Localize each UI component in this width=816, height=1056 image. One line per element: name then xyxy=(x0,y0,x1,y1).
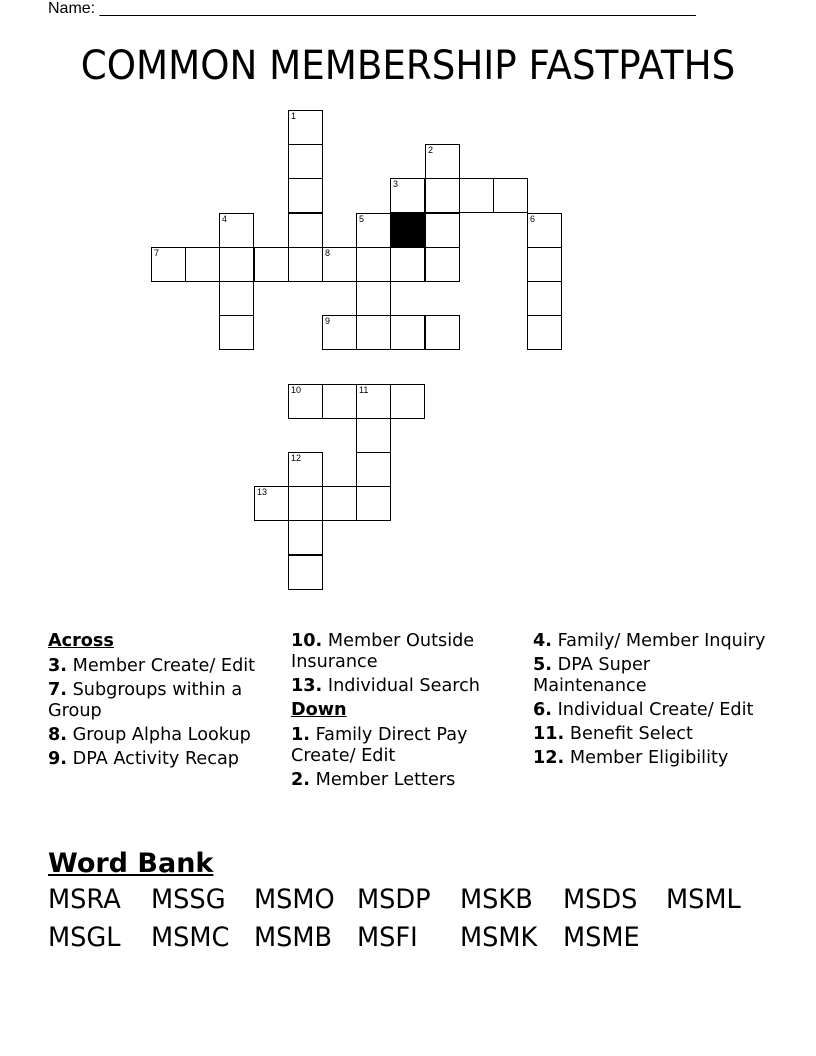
crossword-cell[interactable] xyxy=(425,144,460,179)
word-bank-row-2 xyxy=(48,922,666,954)
crossword-cell[interactable] xyxy=(356,486,391,521)
clue-number: 10 xyxy=(291,385,302,395)
down-clue-1: 1. Family Direct Pay Create/ Edit xyxy=(291,724,468,766)
across-clue-13: 13. Individual Search xyxy=(291,675,481,696)
crossword-cell[interactable] xyxy=(219,247,254,282)
down-clue-2: 2. Member Letters xyxy=(291,769,456,790)
clue-number: 11 xyxy=(359,385,369,395)
crossword-cell[interactable] xyxy=(254,247,289,282)
crossword-cell[interactable] xyxy=(425,315,460,350)
clue-number: 12 xyxy=(291,453,302,463)
word-bank-word: MSME xyxy=(563,922,640,953)
crossword-cell[interactable] xyxy=(356,247,391,282)
word-bank-word: MSDP xyxy=(357,884,431,915)
word-bank-word: MSRA xyxy=(48,884,121,915)
crossword-cell[interactable] xyxy=(288,144,323,179)
clue-number: 9 xyxy=(325,316,331,326)
crossword-cell[interactable] xyxy=(425,247,460,282)
crossword-cell[interactable] xyxy=(356,315,391,350)
across-clue-3: 3. Member Create/ Edit xyxy=(48,655,256,676)
word-bank-word: MSMB xyxy=(254,922,333,953)
crossword-cell[interactable] xyxy=(288,247,323,282)
clue-number: 8 xyxy=(325,248,331,258)
crossword-cell[interactable] xyxy=(390,178,425,213)
crossword-cell[interactable] xyxy=(356,452,391,487)
crossword-cell[interactable] xyxy=(288,384,323,419)
clue-number: 3 xyxy=(393,179,399,189)
crossword-cell[interactable] xyxy=(527,315,562,350)
word-bank-title: Word Bank xyxy=(48,848,214,879)
word-bank-word: MSMO xyxy=(254,884,335,915)
crossword-cell[interactable] xyxy=(288,520,323,555)
crossword-cell[interactable] xyxy=(288,178,323,213)
crossword-cell[interactable] xyxy=(356,213,391,248)
word-bank-word: MSMC xyxy=(151,922,230,953)
word-bank-word: MSMK xyxy=(460,922,538,953)
crossword-cell[interactable] xyxy=(356,281,391,316)
page-title: COMMON MEMBERSHIP FASTPATHS xyxy=(80,43,736,89)
crossword-cell[interactable] xyxy=(356,384,391,419)
crossword-cell[interactable] xyxy=(288,452,323,487)
crossword-cell[interactable] xyxy=(390,247,425,282)
clue-number: 5 xyxy=(359,214,365,224)
clue-number: 13 xyxy=(257,487,268,497)
crossword-cell[interactable] xyxy=(288,213,323,248)
clues-column-1 xyxy=(48,630,273,772)
clue-number: 6 xyxy=(530,214,536,224)
clues-column-2 xyxy=(291,630,516,793)
crossword-cell[interactable] xyxy=(219,315,254,350)
crossword-cell[interactable] xyxy=(322,315,357,350)
down-clue-4: 4. Family/ Member Inquiry xyxy=(533,630,766,651)
across-clue-9: 9. DPA Activity Recap xyxy=(48,748,239,769)
crossword-cell[interactable] xyxy=(288,110,323,145)
across-clue-7: 7. Subgroups within a Group xyxy=(48,679,243,721)
clues-column-3 xyxy=(533,630,768,771)
clue-number: 1 xyxy=(291,111,297,121)
crossword-cell[interactable] xyxy=(527,281,562,316)
down-clue-6: 6. Individual Create/ Edit xyxy=(533,699,754,720)
across-clue-10: 10. Member Outside Insurance xyxy=(291,630,475,672)
crossword-cell[interactable] xyxy=(425,213,460,248)
clue-number: 7 xyxy=(154,248,160,258)
crossword-cell[interactable] xyxy=(322,247,357,282)
crossword-cell[interactable] xyxy=(151,247,186,282)
down-clue-5: 5. DPA Super Maintenance xyxy=(533,654,651,696)
crossword-cell[interactable] xyxy=(527,213,562,248)
crossword-cell[interactable] xyxy=(390,315,425,350)
crossword-cell[interactable] xyxy=(493,178,528,213)
name-field-label: Name: ___________________________________________________________________ xyxy=(48,0,696,17)
word-bank-word: MSFI xyxy=(357,922,418,953)
crossword-cell[interactable] xyxy=(322,486,357,521)
crossword-cell[interactable] xyxy=(527,247,562,282)
clue-number: 4 xyxy=(222,214,228,224)
crossword-cell[interactable] xyxy=(356,418,391,453)
down-heading: Down xyxy=(291,699,347,720)
word-bank-row-1 xyxy=(48,884,769,916)
crossword-cell[interactable] xyxy=(288,555,323,590)
word-bank-word: MSML xyxy=(666,884,741,915)
down-clue-12: 12. Member Eligibility xyxy=(533,747,729,768)
word-bank-word: MSDS xyxy=(563,884,638,915)
word-bank-word: MSSG xyxy=(151,884,226,915)
word-bank-word: MSKB xyxy=(460,884,533,915)
crossword-cell[interactable] xyxy=(254,486,289,521)
clue-number: 2 xyxy=(428,145,434,155)
crossword-black-cell xyxy=(390,213,425,248)
across-clue-8: 8. Group Alpha Lookup xyxy=(48,724,251,745)
crossword-cell[interactable] xyxy=(322,384,357,419)
crossword-cell[interactable] xyxy=(425,178,460,213)
down-clue-11: 11. Benefit Select xyxy=(533,723,693,744)
crossword-cell[interactable] xyxy=(288,486,323,521)
across-heading: Across xyxy=(48,630,114,651)
word-bank-word: MSGL xyxy=(48,922,121,953)
crossword-cell[interactable] xyxy=(459,178,494,213)
crossword-cell[interactable] xyxy=(185,247,220,282)
crossword-cell[interactable] xyxy=(390,384,425,419)
crossword-cell[interactable] xyxy=(219,281,254,316)
crossword-cell[interactable] xyxy=(219,213,254,248)
